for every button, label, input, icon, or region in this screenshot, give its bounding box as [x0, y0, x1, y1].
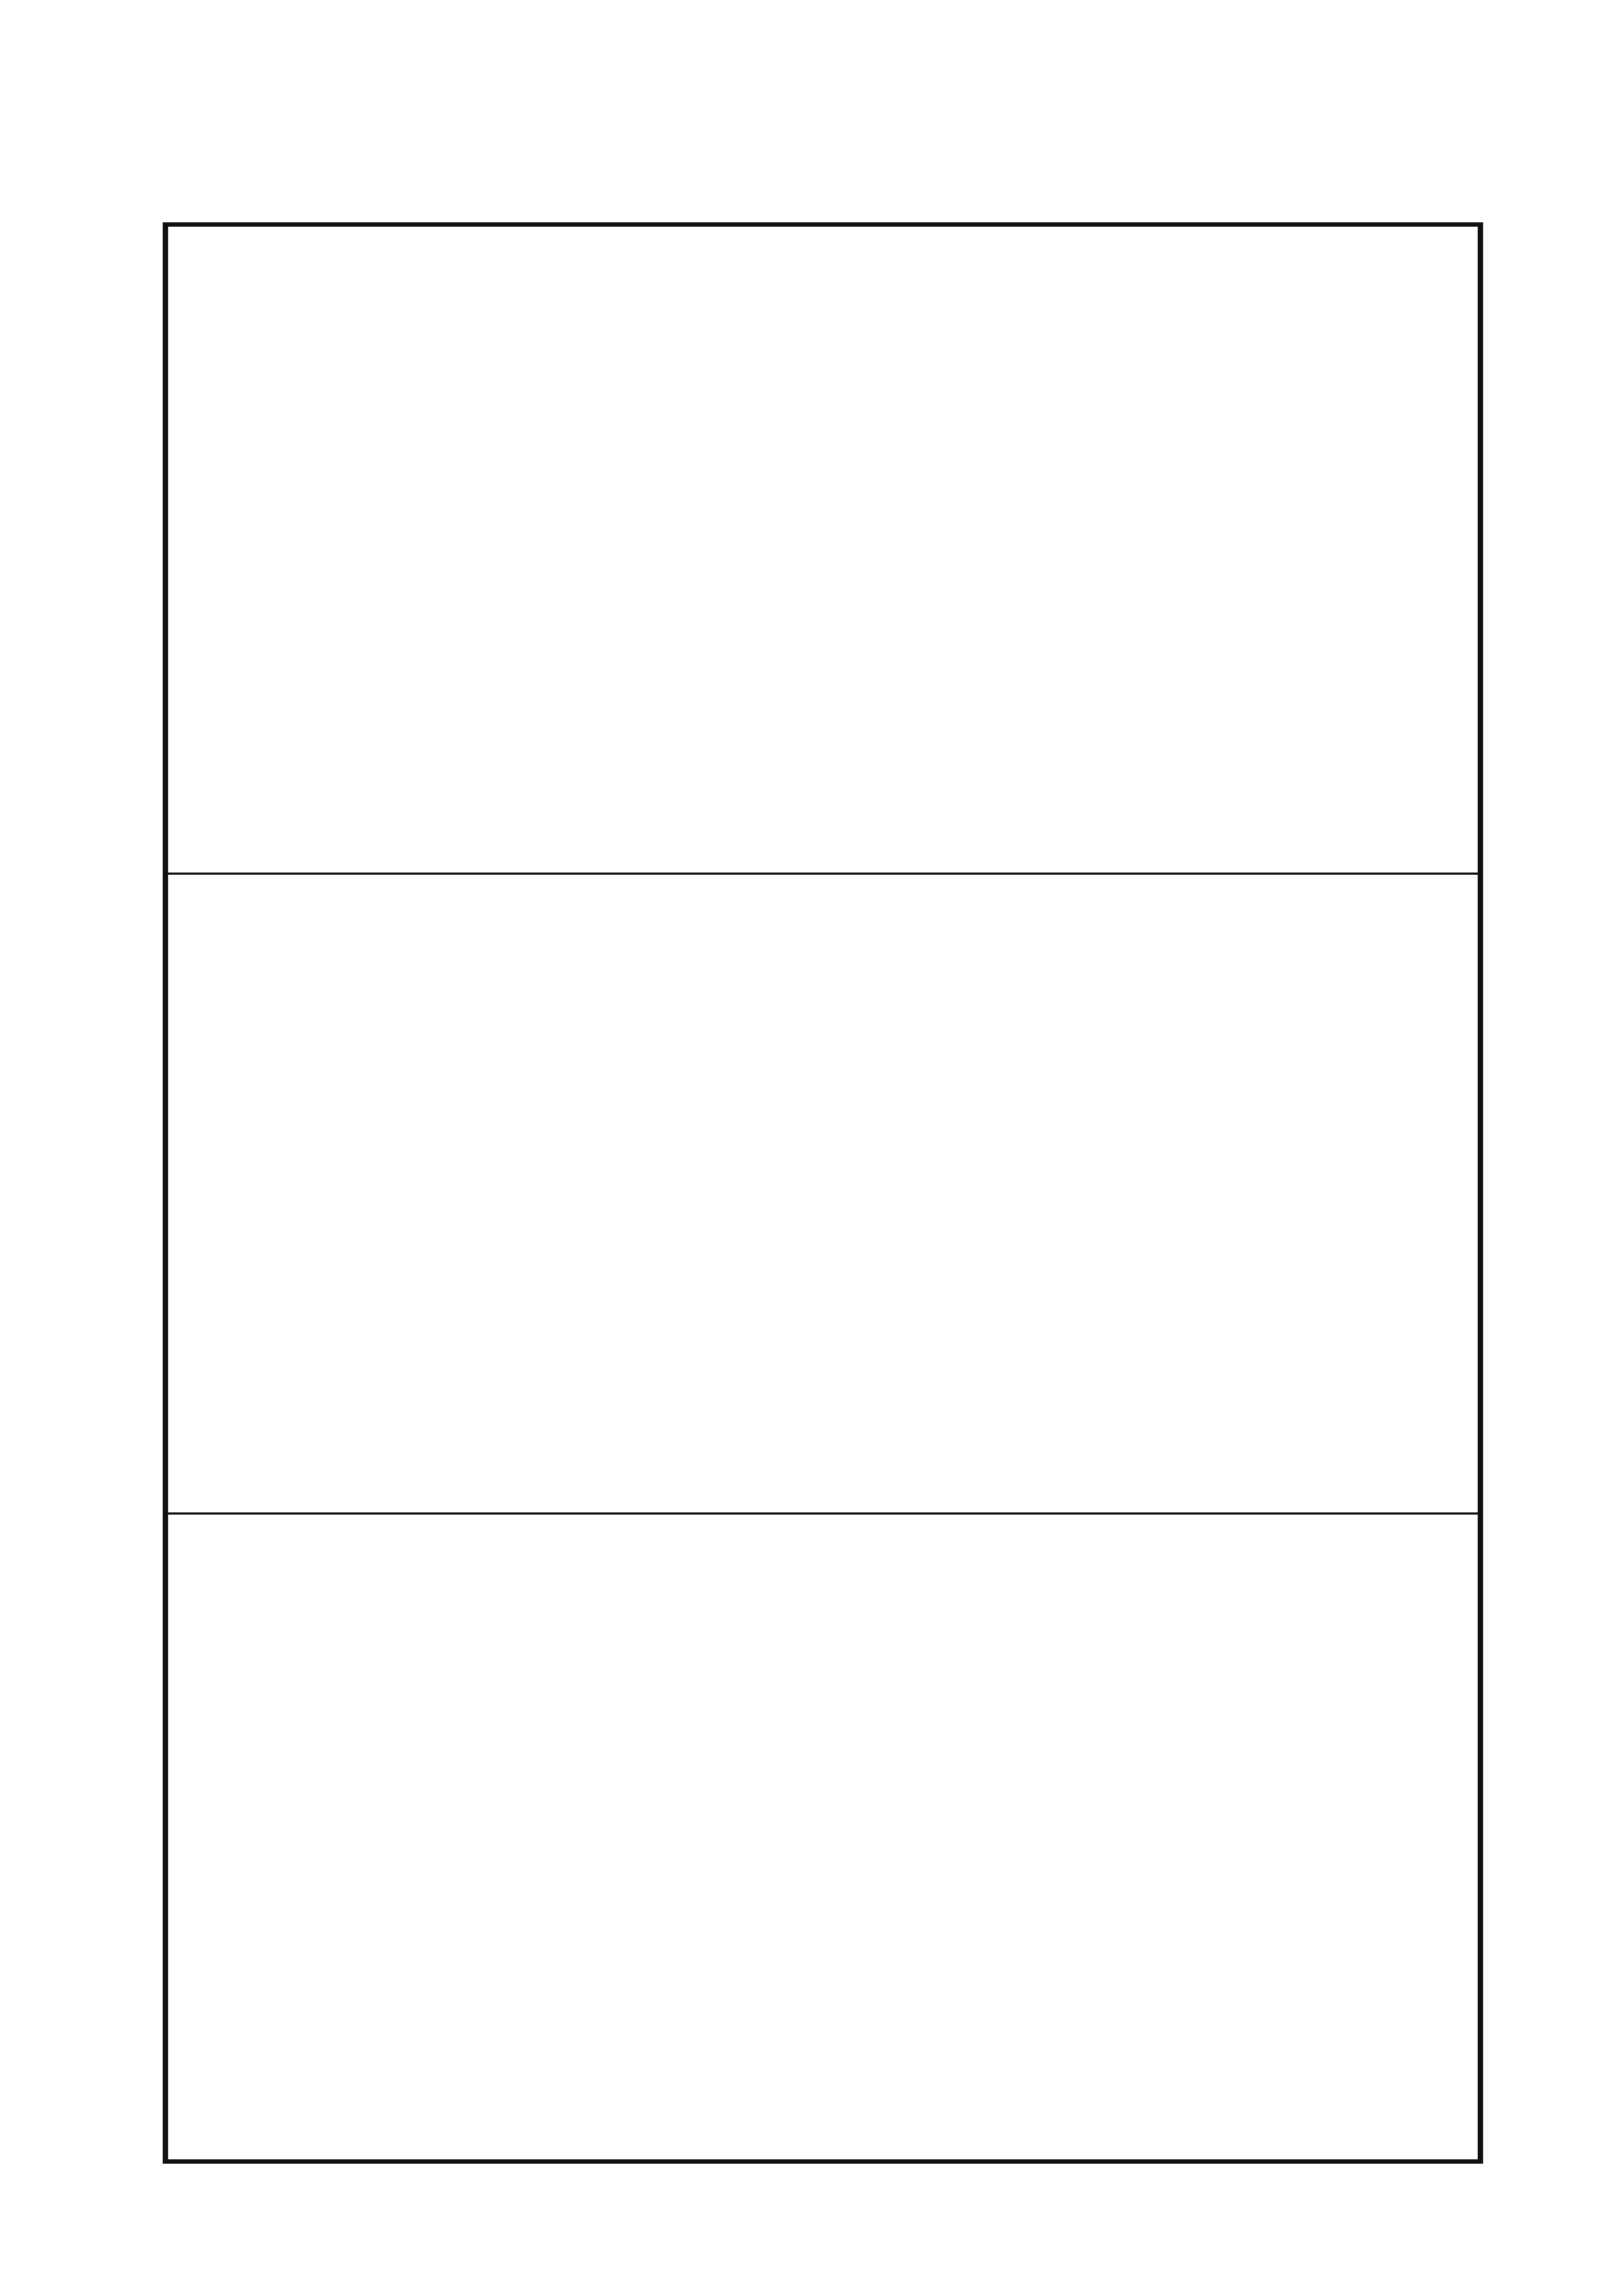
- page-frame: [163, 222, 1483, 2164]
- band-middle: [168, 875, 1478, 1515]
- band-bottom: [168, 1515, 1478, 2159]
- band-top: [168, 227, 1478, 875]
